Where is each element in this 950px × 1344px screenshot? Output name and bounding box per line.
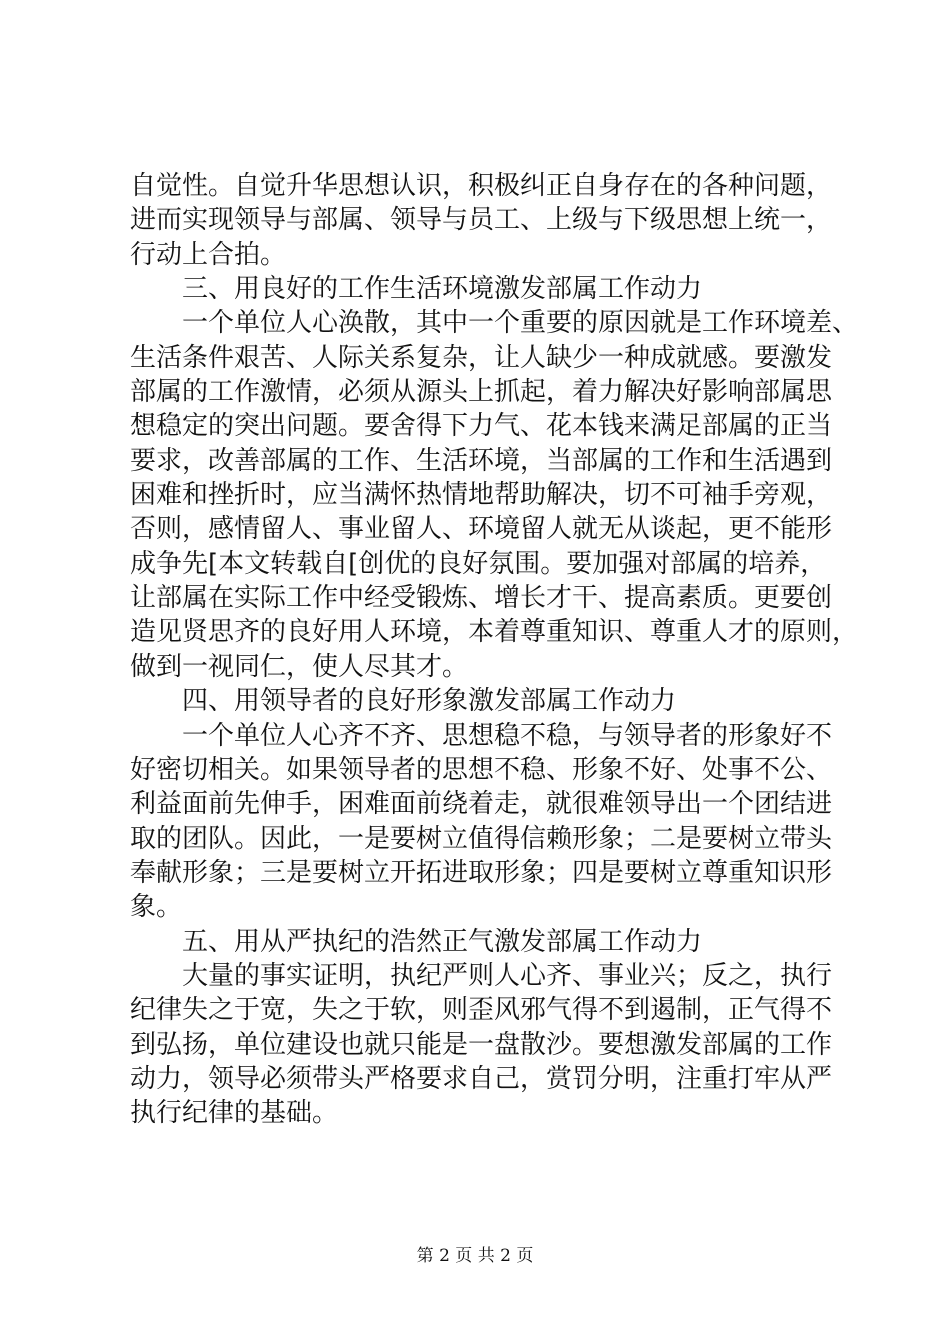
text-line: 利益面前先伸手，困难面前绕着走，就很难领导出一个团结进: [130, 789, 833, 820]
text-line: 动力，领导必须带头严格要求自己，赏罚分明，注重打牢从严: [130, 1063, 833, 1094]
text-line: 做到一视同仁，使人尽其才。: [130, 651, 469, 682]
text-line: 自觉性。自觉升华思想认识，积极纠正自身存在的各种问题，: [130, 171, 833, 201]
text-line: 让部属在实际工作中经受锻炼、增长才干、提高素质。更要创: [130, 583, 833, 614]
section-heading: 四、用领导者的良好形象激发部属工作动力: [130, 686, 677, 717]
text-line: 进而实现领导与部属、领导与员工、上级与下级思想上统一，: [130, 205, 833, 236]
text-line: 困难和挫折时，应当满怀热情地帮助解决，切不可袖手旁观，: [130, 480, 833, 511]
text-line: 纪律失之于宽，失之于软，则歪风邪气得不到遏制，正气得不: [130, 995, 833, 1026]
text-line: 否则，感情留人、事业留人、环境留人就无从谈起，更不能形: [130, 514, 833, 545]
section-heading: 三、用良好的工作生活环境激发部属工作动力: [130, 274, 703, 305]
text-line: 象。: [130, 892, 183, 923]
text-line: 执行纪律的基础。: [130, 1098, 339, 1129]
text-line: 一个单位人心齐不齐、思想稳不稳，与领导者的形象好不: [130, 720, 833, 751]
text-line: 成争先[本文转载自[创优的良好氛围。要加强对部属的培养，: [130, 548, 827, 579]
text-line: 一个单位人心涣散，其中一个重要的原因就是工作环境差、: [130, 308, 859, 339]
page-number-footer: 第 2 页 共 2 页: [416, 1246, 534, 1266]
text-line: 奉献形象；三是要树立开拓进取形象；四是要树立尊重知识形: [130, 857, 833, 888]
text-line: 部属的工作激情，必须从源头上抓起，着力解决好影响部属思: [130, 377, 833, 408]
text-line: 行动上合拍。: [130, 239, 287, 270]
text-line: 好密切相关。如果领导者的思想不稳、形象不好、处事不公、: [130, 754, 833, 785]
document-body: [130, 169, 859, 1131]
text-line: 生活条件艰苦、人际关系复杂，让人缺少一种成就感。要激发: [130, 342, 833, 373]
text-line: 到弘扬，单位建设也就只能是一盘散沙。要想激发部属的工作: [130, 1029, 833, 1060]
text-line: 取的团队。因此，一是要树立值得信赖形象；二是要树立带头: [130, 823, 833, 854]
text-line: 造见贤思齐的良好用人环境，本着尊重知识、尊重人才的原则，: [130, 617, 859, 648]
text-line: 要求，改善部属的工作、生活环境，当部属的工作和生活遇到: [130, 445, 833, 476]
text-line: 想稳定的突出问题。要舍得下力气、花本钱来满足部属的正当: [130, 411, 833, 442]
text-line: 大量的事实证明，执纪严则人心齐、事业兴；反之，执行: [130, 960, 833, 991]
section-heading: 五、用从严执纪的浩然正气激发部属工作动力: [130, 926, 703, 957]
